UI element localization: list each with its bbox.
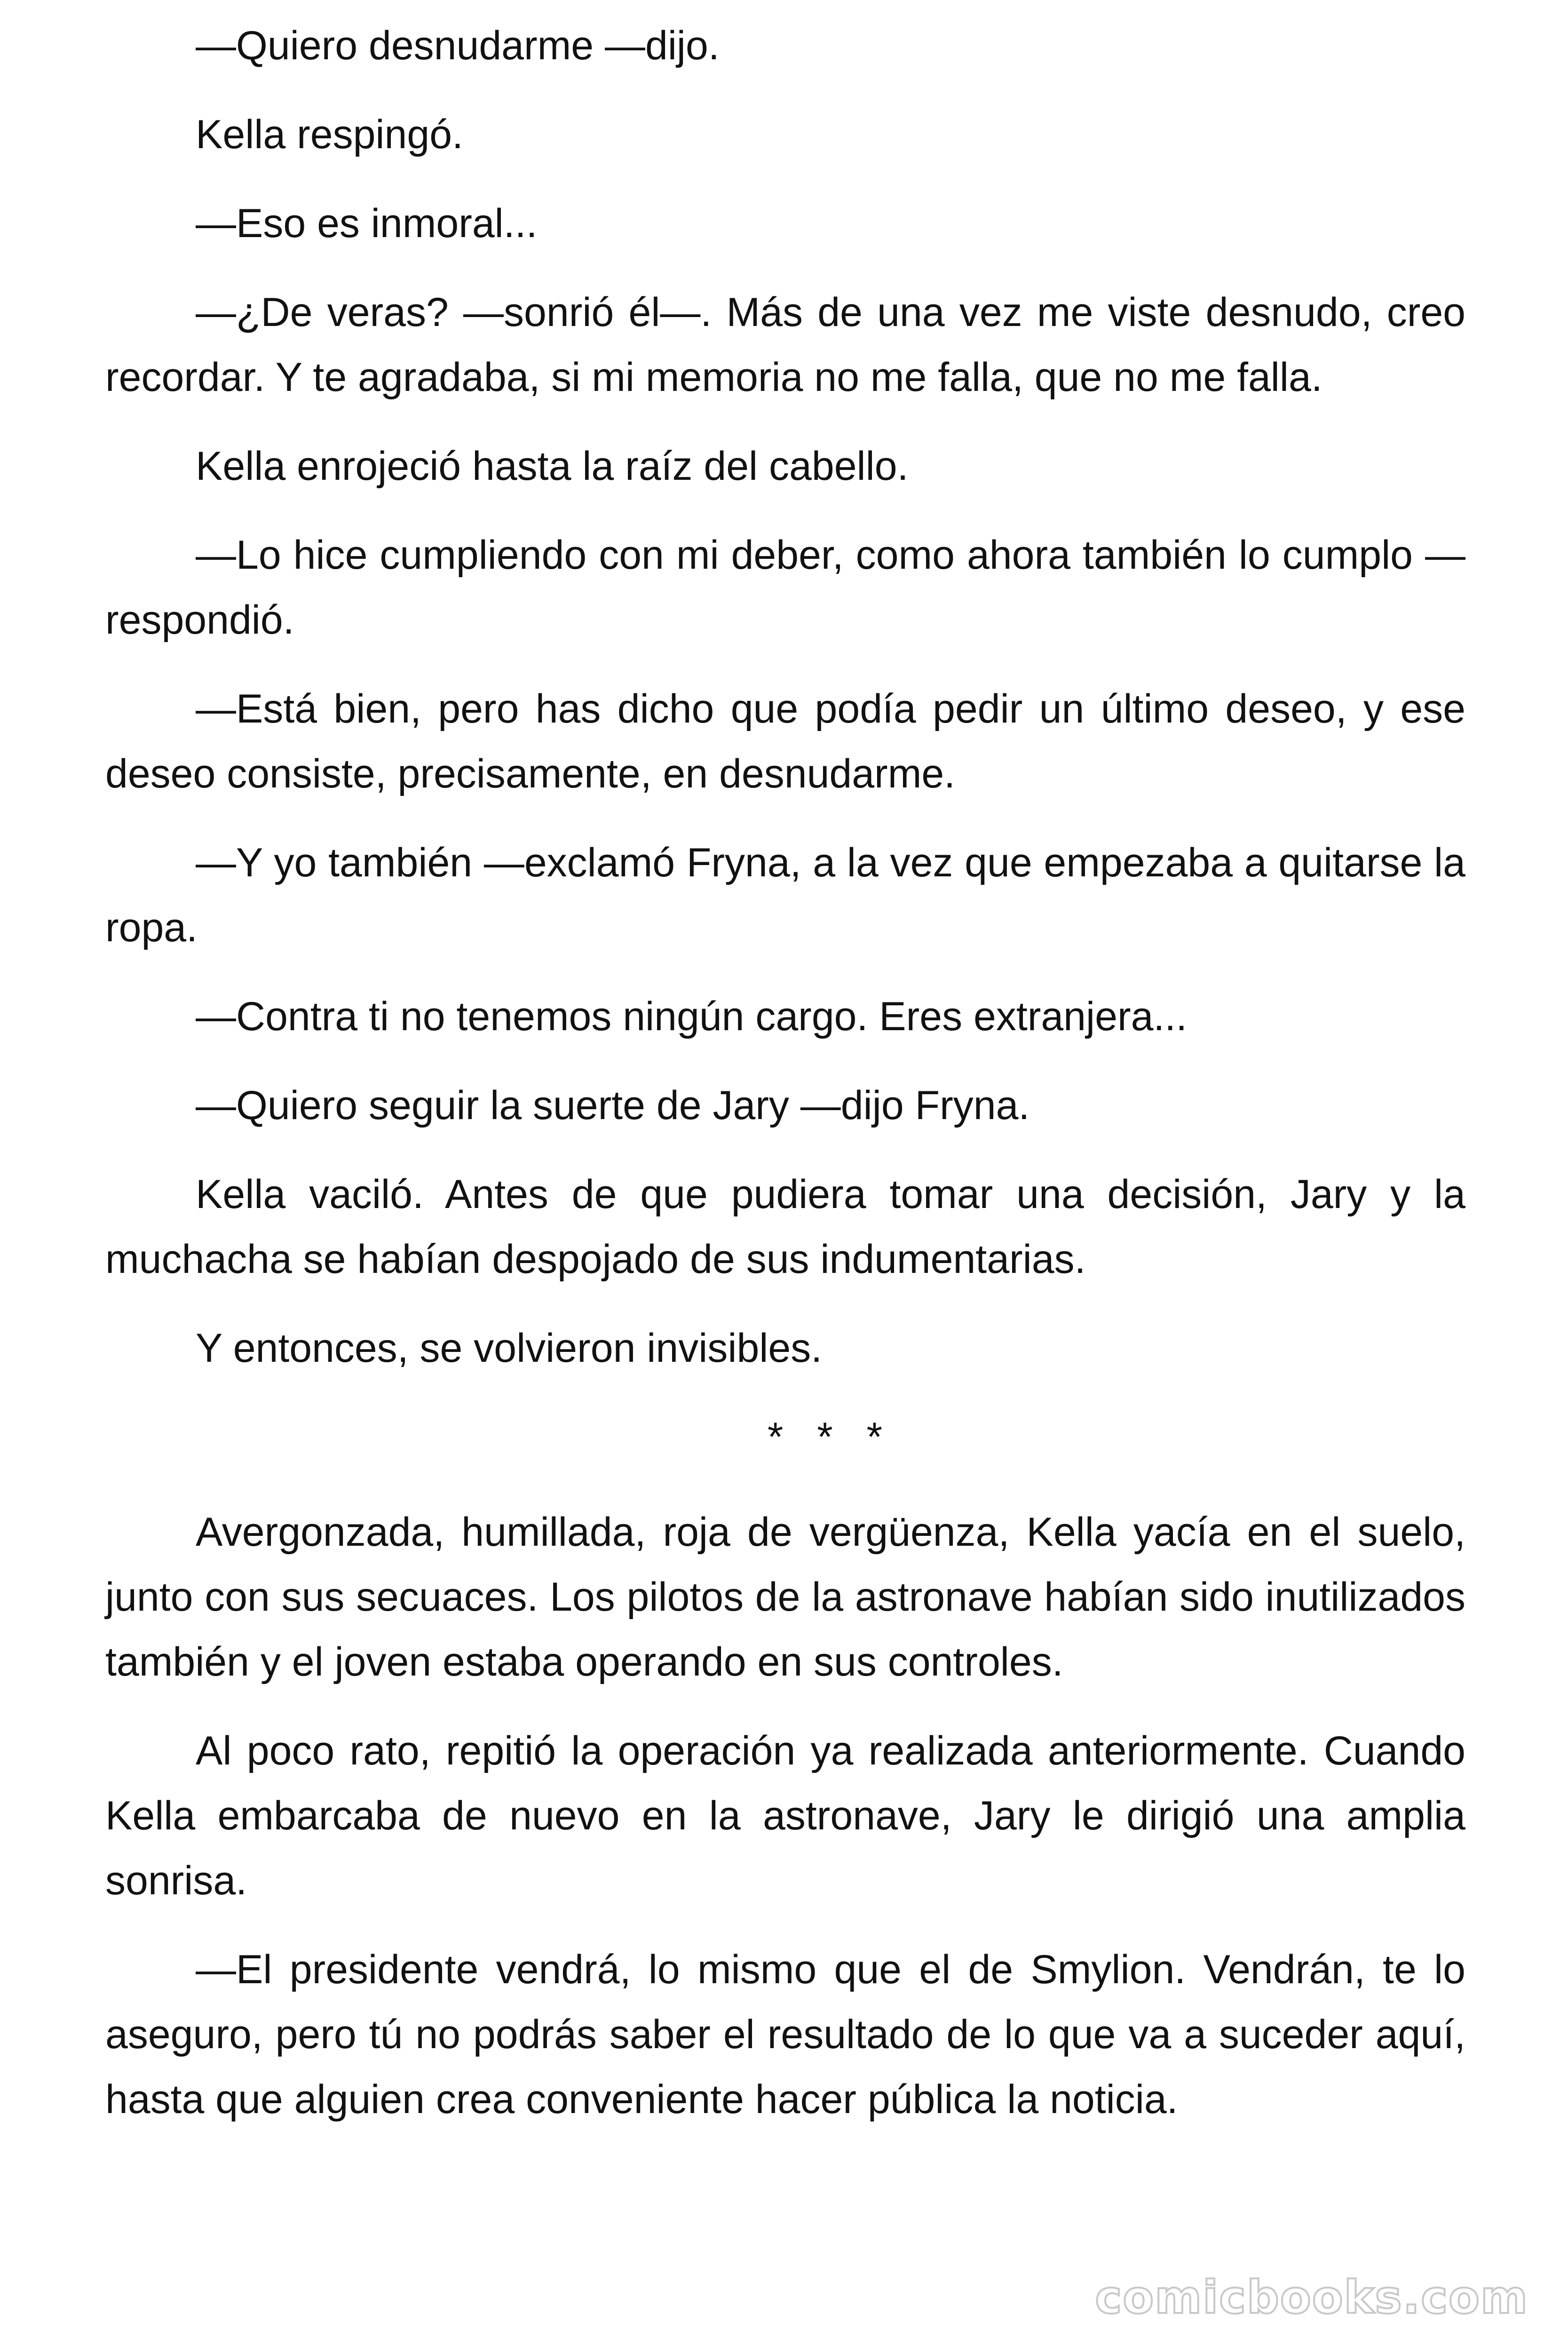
paragraph: —Quiero seguir la suerte de Jary —dijo Fryna.: [196, 1083, 1030, 1128]
paragraph: Y entonces, se volvieron invisibles.: [196, 1326, 823, 1371]
paragraph: —Eso es inmoral...: [196, 201, 538, 246]
page-text: [105, 13, 1465, 2156]
watermark: comicbooks.com: [1095, 2271, 1528, 2324]
paragraph: —El presidente vendrá, lo mismo que el de Smylion. Vendrán, te lo aseguro, pero tú no podrás saber el resultado de lo que va a suceder aquí, hasta que alguien crea conveniente hacer pública la noticia.: [105, 1947, 1465, 2122]
paragraph: Al poco rato, repitió la operación ya realizada anteriormente. Cuando Kella embarcaba de nuevo en la astronave, Jary le dirigió una amplia sonrisa.: [105, 1728, 1465, 1903]
paragraph: Kella respingó.: [196, 112, 463, 157]
paragraph: Avergonzada, humillada, roja de vergüenza, Kella yacía en el suelo, junto con sus secuaces. Los pilotos de la astronave habían sido inutilizados también y el joven estaba operando en sus controles.: [105, 1510, 1465, 1685]
paragraph: —Está bien, pero has dicho que podía pedir un último deseo, y ese deseo consiste, precisamente, en desnudarme.: [105, 686, 1465, 796]
paragraph: —Y yo también —exclamó Fryna, a la vez que empezaba a quitarse la ropa.: [105, 840, 1465, 950]
paragraph: —¿De veras? —sonrió él—. Más de una vez me viste desnudo, creo recordar. Y te agradaba, si mi memoria no me falla, que no me falla.: [105, 290, 1465, 400]
paragraph: Kella vaciló. Antes de que pudiera tomar una decisión, Jary y la muchacha se habían despojado de sus indumentarias.: [105, 1172, 1465, 1282]
paragraph: —Contra ti no tenemos ningún cargo. Eres extranjera...: [196, 994, 1188, 1039]
paragraph: Kella enrojeció hasta la raíz del cabello.: [196, 444, 909, 489]
paragraph: —Quiero desnudarme —dijo.: [196, 23, 720, 68]
paragraph: —Lo hice cumpliendo con mi deber, como ahora también lo cumplo —respondió.: [105, 532, 1465, 643]
scene-break-separator: * * *: [767, 1414, 894, 1460]
